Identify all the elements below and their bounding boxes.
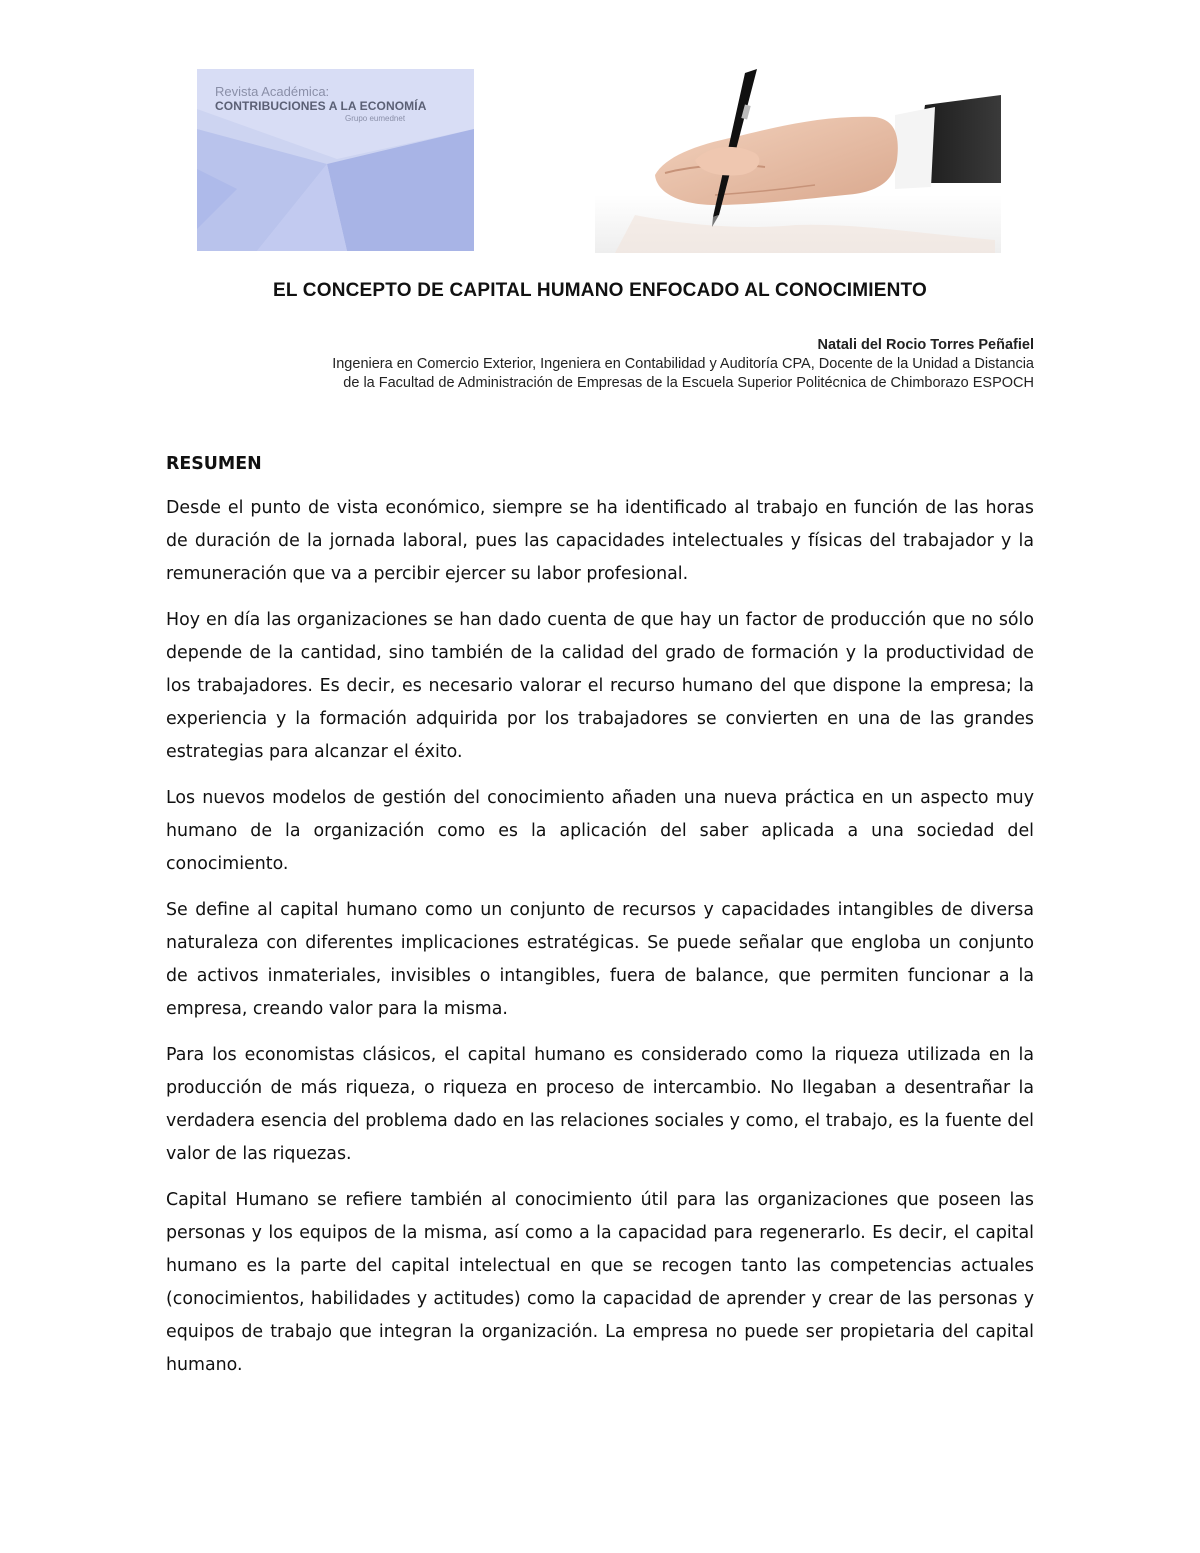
paragraph: Los nuevos modelos de gestión del conocimiento añaden una nueva práctica en un aspecto muy humano de la organización como es la aplicación del saber aplicada a una sociedad del conocimiento. — [166, 788, 1034, 874]
author-affiliation-line-1: Ingeniera en Comercio Exterior, Ingeniera en Contabilidad y Auditoría CPA, Docente de la Unidad a Distancia — [332, 356, 1034, 372]
banner-publisher: Grupo eumednet — [345, 114, 406, 123]
section-heading: RESUMEN — [166, 454, 262, 474]
author-block — [332, 336, 1034, 393]
paragraph: Desde el punto de vista económico, siempre se ha identificado al trabajo en función de las horas de duración de la jornada laboral, pues las capacidades intelectuales y físicas del trabajador y la remuneración que va a percibir ejercer su labor profesional. — [166, 498, 1034, 584]
journal-banner — [197, 69, 474, 251]
paragraph: Se define al capital humano como un conjunto de recursos y capacidades intangibles de diversa naturaleza con diferentes implicaciones estratégicas. Se puede señalar que engloba un conjunto de activos inmateriales, invisibles o intangibles, fuera de balance, que permiten funcionar a la empresa, creando valor para la misma. — [166, 900, 1034, 1019]
paragraph: Para los economistas clásicos, el capital humano es considerado como la riqueza utilizada en la producción de más riqueza, o riqueza en proceso de intercambio. No llegaban a desentrañar la verdadera esencia del problema dado en las relaciones sociales y como, el trabajo, es la fuente del valor de las riquezas. — [166, 1045, 1034, 1164]
hand-writing-pen-icon — [595, 65, 1001, 253]
banner-text — [215, 85, 426, 124]
paragraph: Capital Humano se refiere también al conocimiento útil para las organizaciones que poseen las personas y los equipos de la misma, así como a la capacidad para regenerarlo. Es decir, el capital humano es la parte del capital intelectual en que se recogen tanto las competencias actuales (conocimientos, habilidades y actitudes) como la capacidad de aprender y crear de las personas y equipos de trabajo que integran la organización. La empresa no puede ser propietaria del capital humano. — [166, 1190, 1034, 1375]
banner-journal-name: CONTRIBUCIONES A LA ECONOMÍA — [215, 99, 427, 113]
author-name: Natali del Rocio Torres Peñafiel — [817, 337, 1034, 353]
paragraph: Hoy en día las organizaciones se han dado cuenta de que hay un factor de producción que no sólo depende de la cantidad, sino también de la calidad del grado de formación y la productividad de los trabajadores. Es decir, es necesario valorar el recurso humano del que dispone la empresa; la experiencia y la formación adquirida por los trabajadores se convierten en una de las grandes estrategias para alcanzar el éxito. — [166, 610, 1034, 762]
article-body — [166, 448, 1034, 1395]
article-title: EL CONCEPTO DE CAPITAL HUMANO ENFOCADO AL CONOCIMIENTO — [272, 280, 928, 301]
author-affiliation-line-2: de la Facultad de Administración de Empresas de la Escuela Superior Politécnica de Chimborazo ESPOCH — [343, 375, 1034, 391]
banner-subtitle: Revista Académica: — [215, 84, 330, 99]
